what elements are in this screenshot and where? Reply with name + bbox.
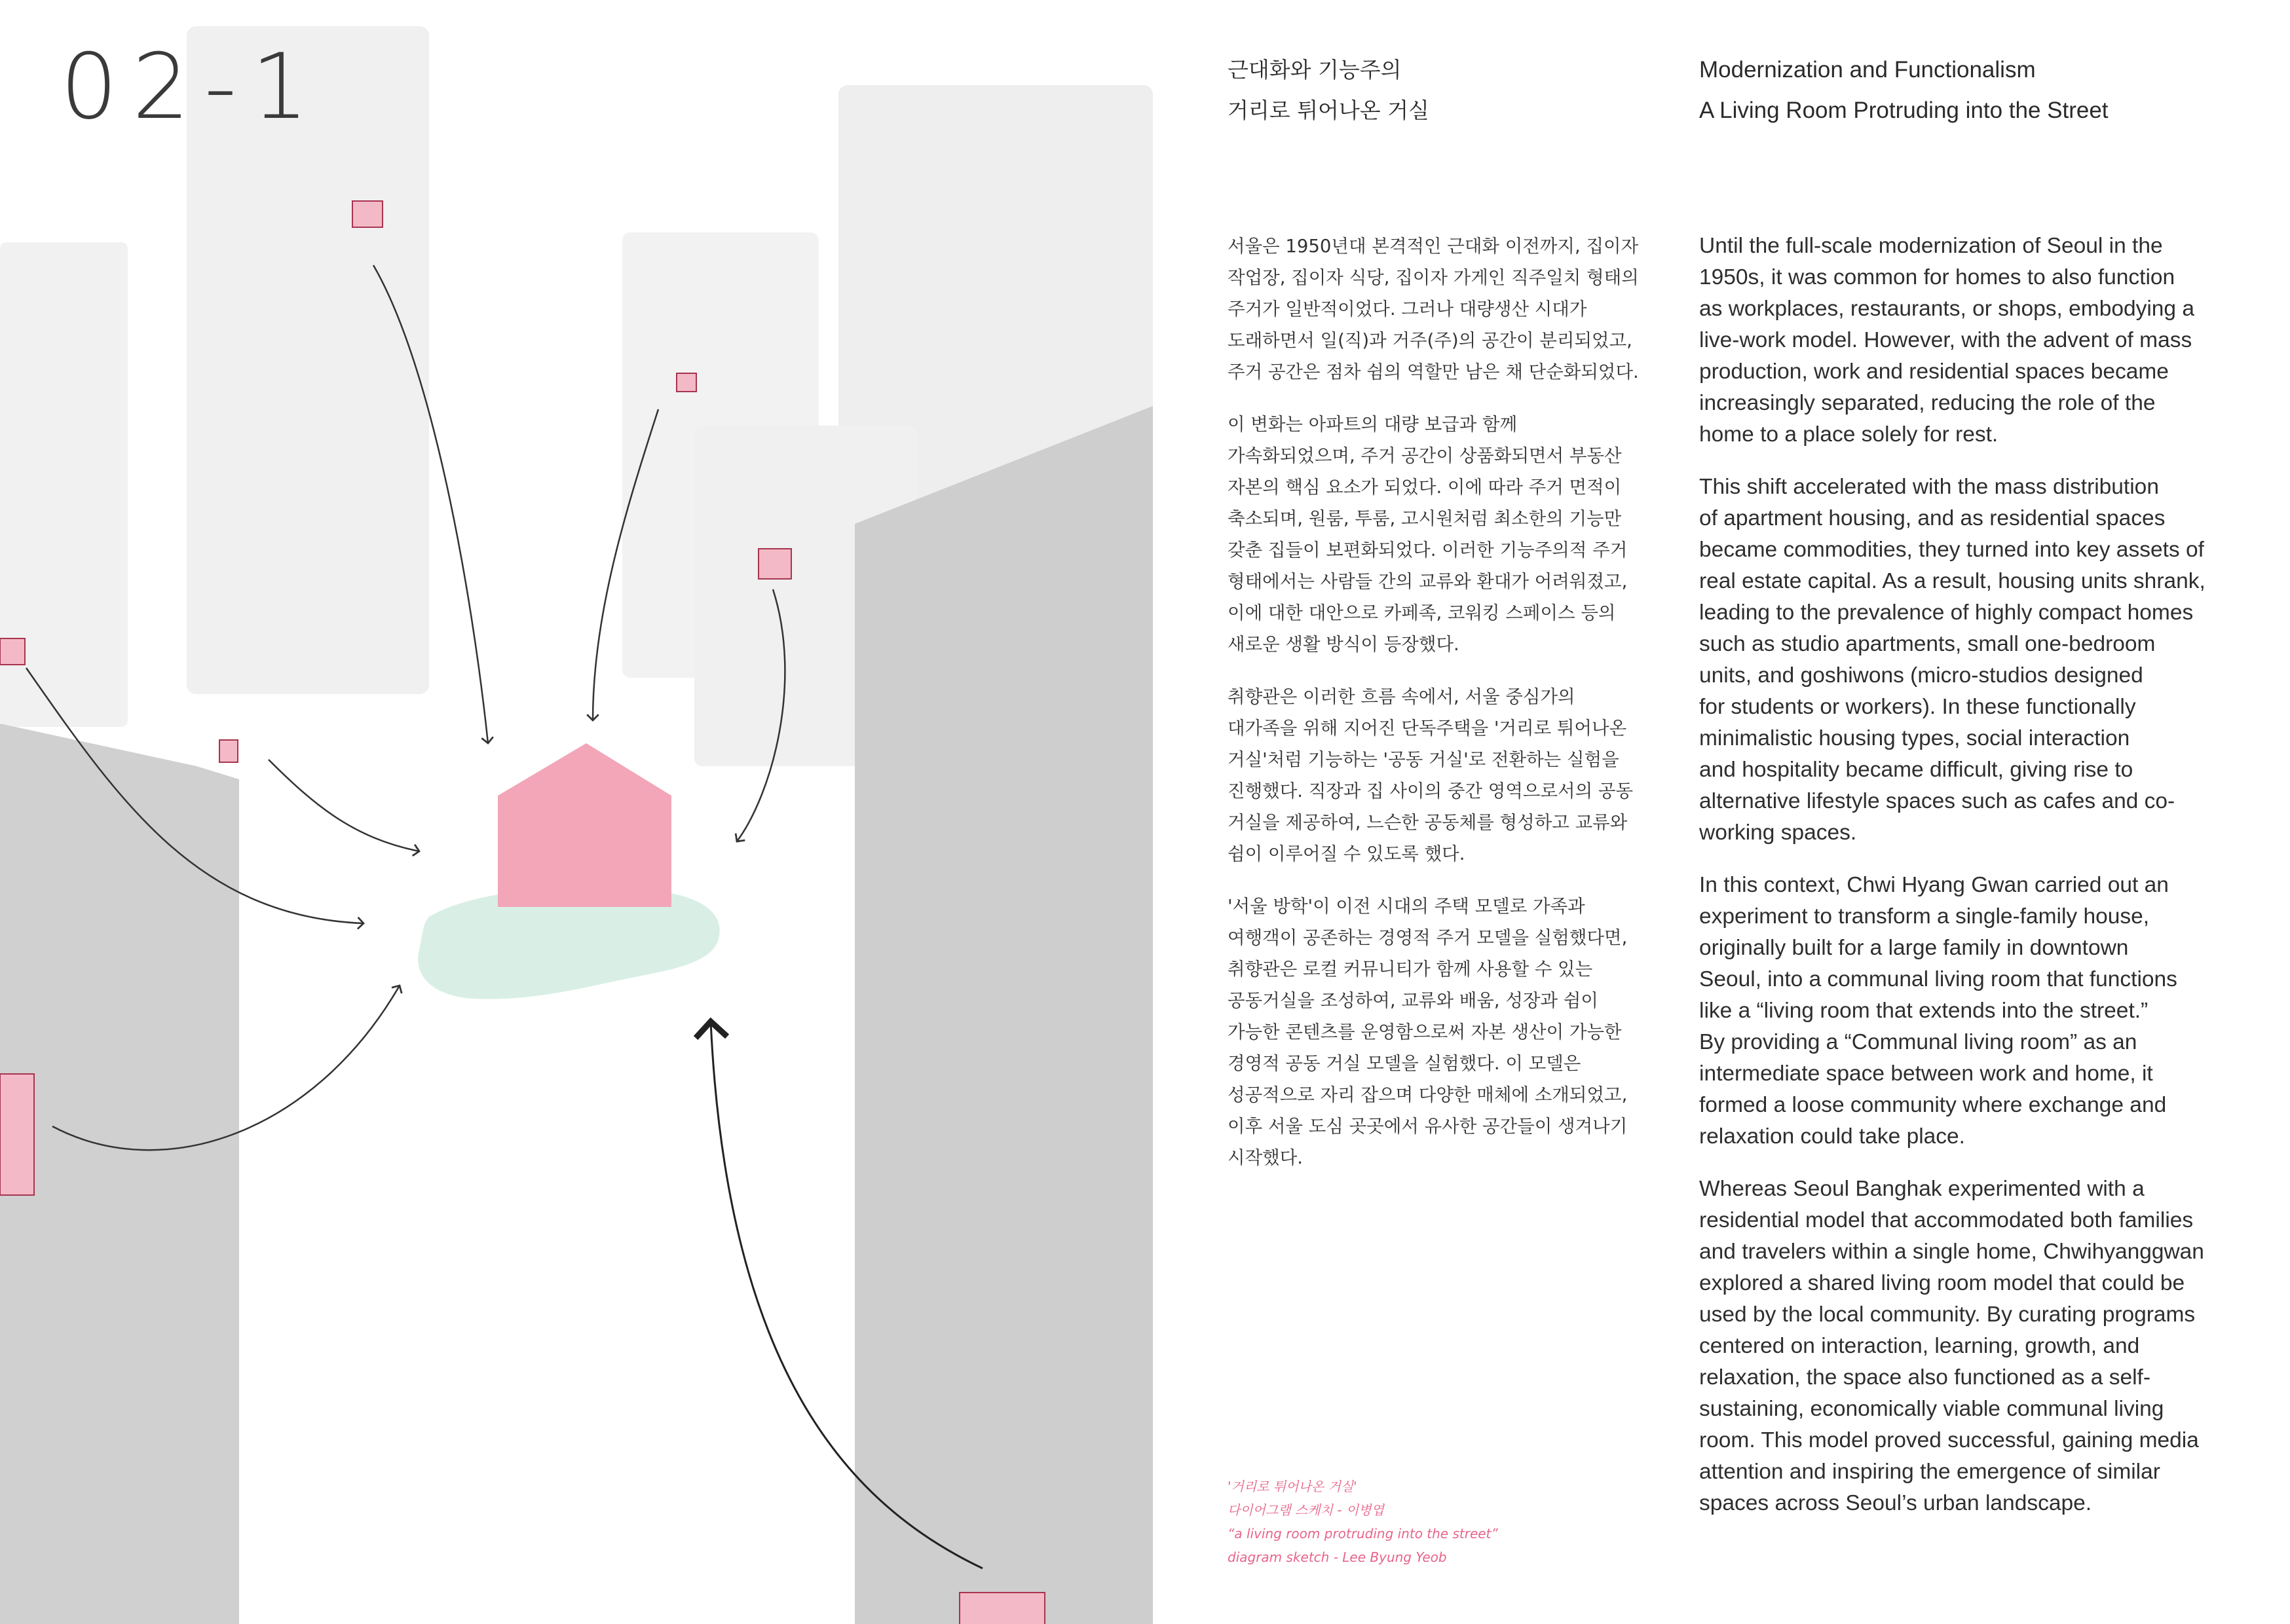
text-line: room. This model proved successful, gaining media <box>1699 1428 2199 1452</box>
paragraph <box>1699 870 2236 1153</box>
paragraph <box>1228 231 1653 388</box>
text-line: relaxation could take place. <box>1699 1124 1965 1149</box>
text-line: and travelers within a single home, Chwihyanggwan <box>1699 1240 2204 1264</box>
page-title-ko: 근대화와 기능주의 거리로 튀어나온 거실 <box>1228 57 1429 123</box>
text-line: By providing a “Communal living room” as an <box>1699 1030 2137 1054</box>
paragraph <box>1699 231 2236 451</box>
text-line: '서울 방학'이 이전 시대의 주택 모델로 가족과 <box>1228 896 1585 917</box>
text-line: became commodities, they turned into key assets of <box>1699 538 2204 562</box>
text-line: sustaining, economically viable communal living <box>1699 1397 2164 1421</box>
text-line: 쉼이 이루어질 수 있도록 했다. <box>1228 843 1465 864</box>
text-line: Seoul, into a communal living room that functions <box>1699 967 2177 991</box>
text-line: 주거가 일반적이었다. 그러나 대량생산 시대가 <box>1228 299 1587 320</box>
text-line: 대가족을 위해 지어진 단독주택을 '거리로 튀어나온 <box>1228 718 1627 739</box>
text-line: This shift accelerated with the mass distribution <box>1699 475 2159 499</box>
text-line: relaxation, the space also functioned as a self- <box>1699 1365 2151 1390</box>
window-3 <box>759 549 791 579</box>
text-line: 성공적으로 자리 잡으며 다양한 매체에 소개되었고, <box>1228 1084 1628 1105</box>
text-line: used by the local community. By curating programs <box>1699 1302 2196 1327</box>
figure-caption: '거리로 튀어나온 거실' 다이어그램 스케치 - 이병엽 “a living room protruding into the street” diagram sketch - Lee Byung Yeob <box>1228 1479 1498 1565</box>
text-line: 가속화되었으며, 주거 공간이 상품화되면서 부동산 <box>1228 445 1622 466</box>
text-line: centered on interaction, learning, growth, and <box>1699 1334 2140 1358</box>
text-line: 도래하면서 일(직)과 거주(주)의 공간이 분리되었고, <box>1228 330 1632 351</box>
text-line: Whereas Seoul Banghak experimented with a <box>1699 1177 2145 1201</box>
page-number: 02-1 <box>60 34 324 139</box>
text-line: 이에 대한 대안으로 카페족, 코워킹 스페이스 등의 <box>1228 602 1616 623</box>
text-line: originally built for a large family in downtown <box>1699 936 2129 960</box>
text-line: 거실을 제공하여, 느슨한 공동체를 형성하고 교류와 <box>1228 812 1628 833</box>
paragraph <box>1699 471 2236 849</box>
text-line: 취향관은 로컬 커뮤니티가 함께 사용할 수 있는 <box>1228 959 1593 980</box>
text-line: working spaces. <box>1699 821 1857 845</box>
text-line: such as studio apartments, small one-bedroom <box>1699 632 2156 656</box>
page-title-en: Modernization and Functionalism A Living Room Protruding into the Street <box>1699 57 2109 123</box>
text-line: 이 변화는 아파트의 대량 보급과 함께 <box>1228 414 1518 435</box>
paragraph <box>1228 891 1653 1173</box>
text-line: increasingly separated, reducing the role of the <box>1699 391 2156 415</box>
body-text-ko <box>1228 231 1653 1194</box>
text-line: and hospitality became difficult, giving rise to <box>1699 758 2133 782</box>
text-line: 새로운 생활 방식이 등장했다. <box>1228 634 1459 655</box>
text-line: 서울은 1950년대 본격적인 근대화 이전까지, 집이자 <box>1228 236 1639 257</box>
text-line: like a “living room that extends into the street.” <box>1699 999 2149 1023</box>
text-line: 취향관은 이러한 흐름 속에서, 서울 중심가의 <box>1228 686 1575 707</box>
text-line: home to a place solely for rest. <box>1699 422 1999 447</box>
window-4 <box>0 638 25 665</box>
text-line: 주거 공간은 점차 쉼의 역할만 남은 채 단순화되었다. <box>1228 361 1639 382</box>
text-line: alternative lifestyle spaces such as cafes and co- <box>1699 789 2175 813</box>
body-text-en <box>1699 231 2236 1540</box>
text-line: live-work model. However, with the advent of mass <box>1699 328 2192 352</box>
window-2 <box>677 373 696 392</box>
text-line: of apartment housing, and as residential spaces <box>1699 506 2166 530</box>
window-1 <box>352 201 383 227</box>
text-line: 거실'처럼 기능하는 '공동 거실'로 전환하는 실험을 <box>1228 749 1619 770</box>
text-line: spaces across Seoul’s urban landscape. <box>1699 1491 2092 1515</box>
text-line: Until the full-scale modernization of Seoul in the <box>1699 234 2163 258</box>
text-line: units, and goshiwons (micro-studios designed <box>1699 663 2143 688</box>
text-line: attention and inspiring the emergence of similar <box>1699 1460 2160 1484</box>
text-line: 경영적 공동 거실 모델을 실험했다. 이 모델은 <box>1228 1053 1581 1074</box>
window-7 <box>960 1593 1045 1624</box>
text-line: real estate capital. As a result, housing units shrank, <box>1699 569 2206 593</box>
text-line: experiment to transform a single-family house, <box>1699 904 2150 929</box>
text-line: minimalistic housing types, social interaction <box>1699 726 2130 750</box>
text-line: intermediate space between work and home, it <box>1699 1061 2153 1086</box>
window-6 <box>0 1074 34 1195</box>
building-front-right <box>855 406 1153 1624</box>
paragraph <box>1228 409 1653 660</box>
text-line: 축소되며, 원룸, 투룸, 고시원처럼 최소한의 기능만 <box>1228 508 1622 529</box>
text-line: explored a shared living room model that could be <box>1699 1271 2185 1295</box>
text-line: 가능한 콘텐츠를 운영함으로써 자본 생산이 가능한 <box>1228 1022 1622 1043</box>
text-line: 1950s, it was common for homes to also function <box>1699 265 2175 289</box>
paragraph <box>1228 681 1653 870</box>
house-icon <box>498 743 671 907</box>
text-line: leading to the prevalence of highly compact homes <box>1699 600 2194 625</box>
text-line: 갖춘 집들이 보편화되었다. 이러한 기능주의적 주거 <box>1228 540 1628 561</box>
text-line: 형태에서는 사람들 간의 교류와 환대가 어려워졌고, <box>1228 571 1628 592</box>
text-line: In this context, Chwi Hyang Gwan carried out an <box>1699 873 2169 897</box>
text-line: 여행객이 공존하는 경영적 주거 모델을 실험했다면, <box>1228 927 1628 948</box>
text-line: for students or workers). In these functionally <box>1699 695 2136 719</box>
text-line: 공동거실을 조성하여, 교류와 배움, 성장과 쉼이 <box>1228 990 1598 1011</box>
building-front-left <box>0 724 239 1624</box>
text-line: production, work and residential spaces became <box>1699 360 2169 384</box>
text-line: as workplaces, restaurants, or shops, embodying a <box>1699 297 2194 321</box>
paragraph <box>1699 1173 2236 1519</box>
text-line: 진행했다. 직장과 집 사이의 중간 영역으로서의 공동 <box>1228 781 1634 802</box>
text-line: 이후 서울 도심 곳곳에서 유사한 공간들이 생겨나기 <box>1228 1116 1628 1137</box>
text-line: 시작했다. <box>1228 1147 1304 1168</box>
window-5 <box>219 740 238 762</box>
text-line: formed a loose community where exchange and <box>1699 1093 2167 1117</box>
text-line: 자본의 핵심 요소가 되었다. 이에 따라 주거 면적이 <box>1228 477 1622 498</box>
arrow-5 <box>269 760 419 851</box>
text-line: residential model that accommodated both families <box>1699 1208 2194 1232</box>
text-line: 작업장, 집이자 식당, 집이자 가게인 직주일치 형태의 <box>1228 267 1639 288</box>
